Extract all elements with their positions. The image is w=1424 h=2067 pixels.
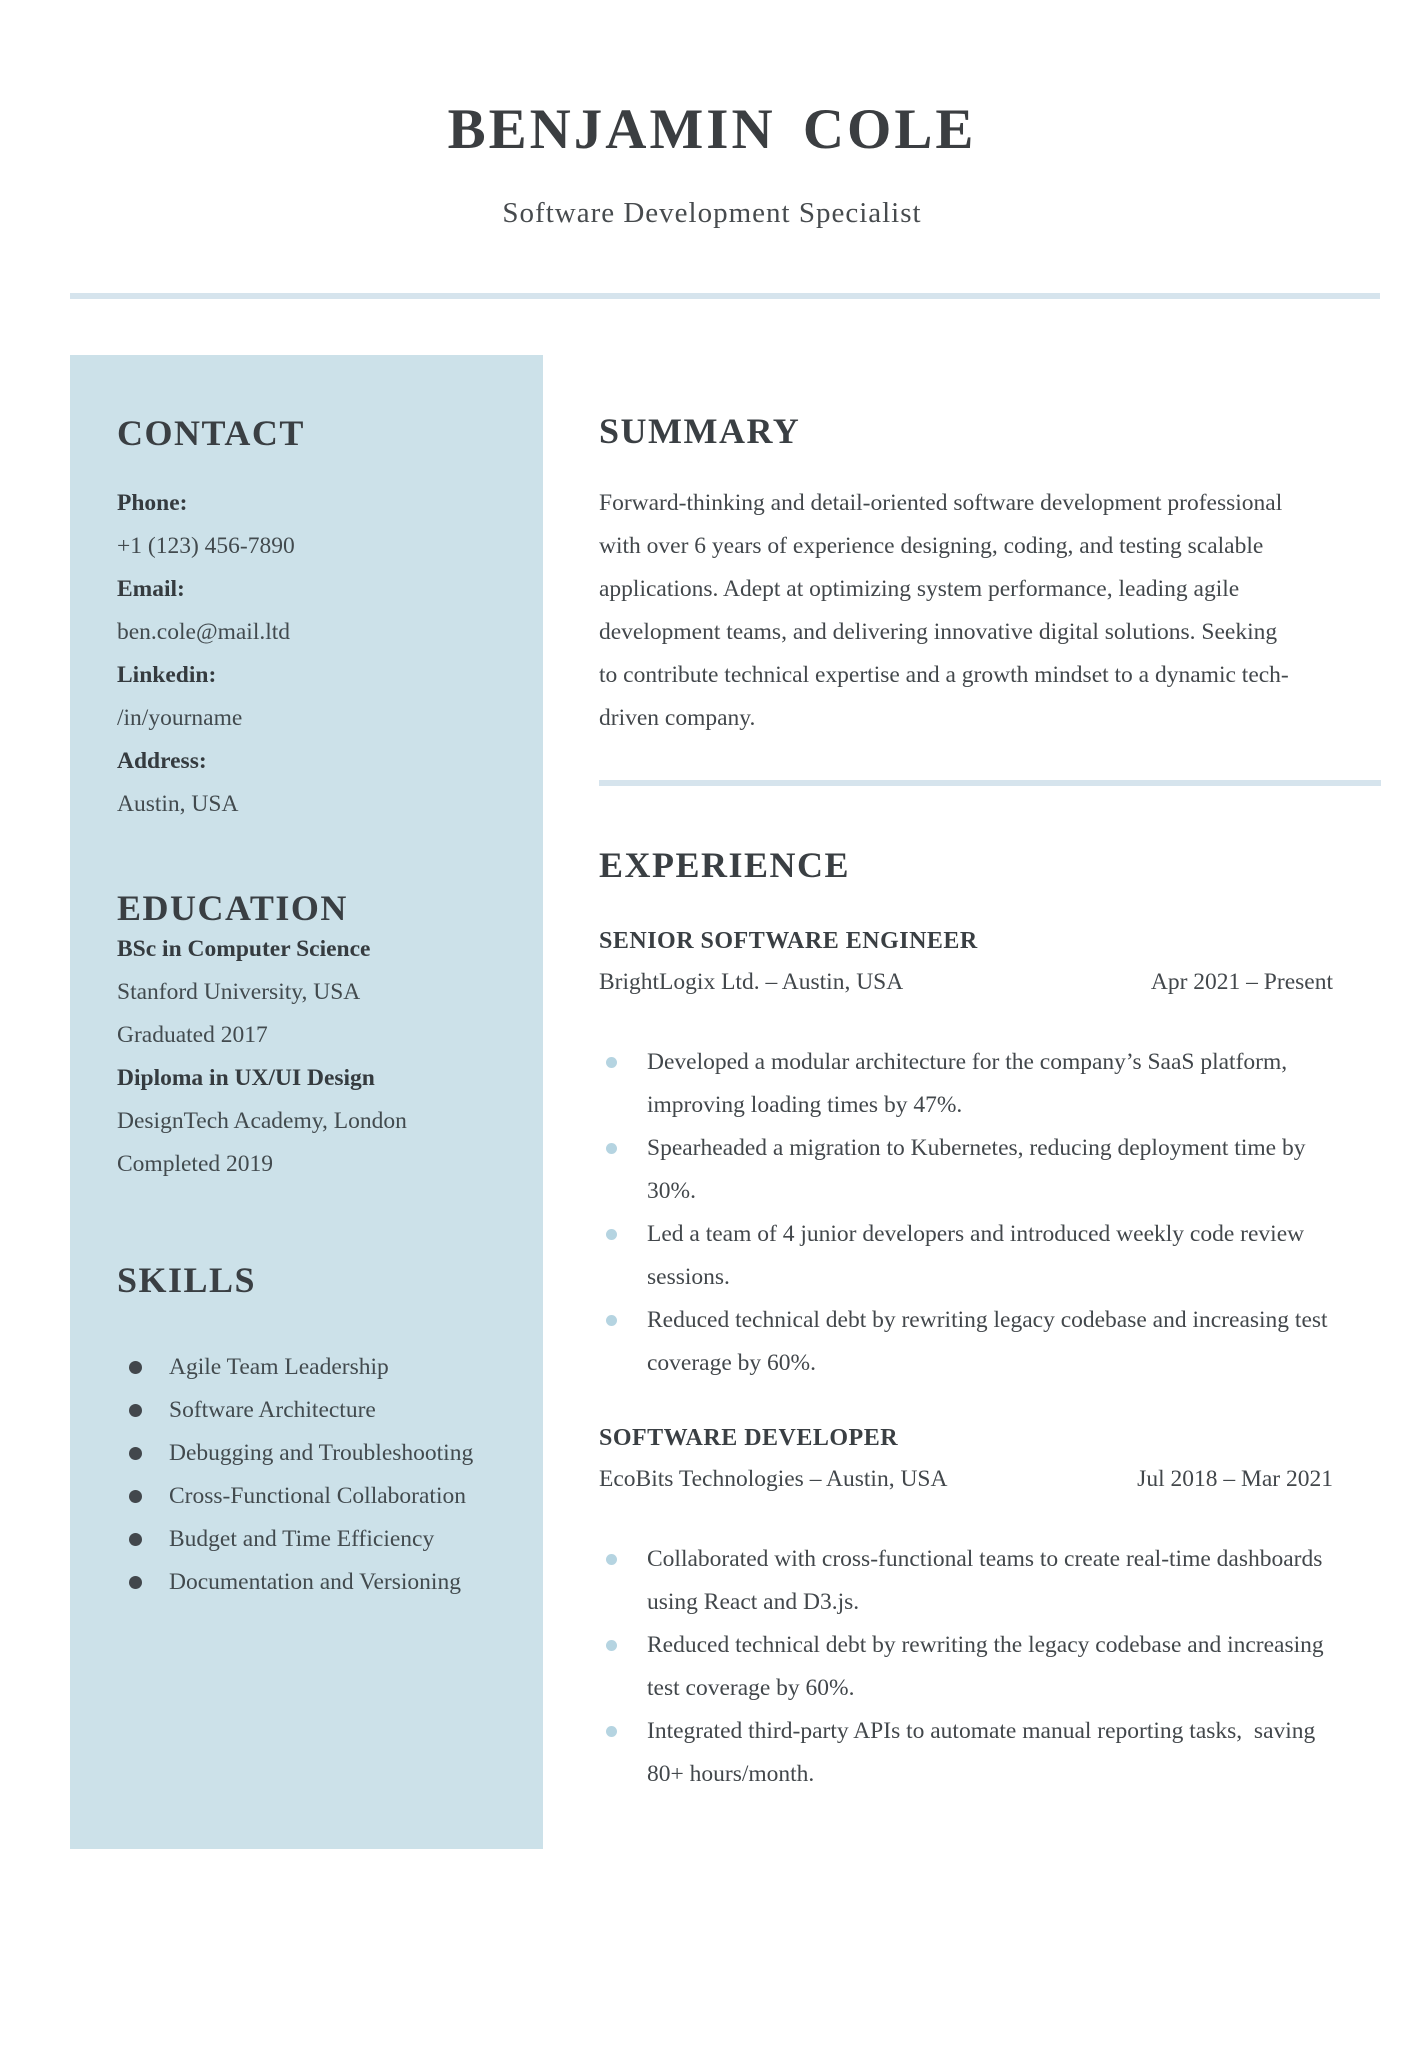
skill-item: Budget and Time Efficiency bbox=[117, 1518, 477, 1561]
skill-item: Agile Team Leadership bbox=[117, 1346, 477, 1389]
jobs-list bbox=[599, 921, 1381, 1796]
sidebar bbox=[70, 355, 543, 1849]
job-bullet: Integrated third-party APIs to automate manual reporting tasks, saving 80+ hours/month. bbox=[599, 1710, 1341, 1796]
contact-value: ben.cole@mail.ltd bbox=[117, 619, 291, 645]
contact-value: /in/yourname bbox=[117, 705, 243, 731]
company-name: EcoBits Technologies – Austin, USA bbox=[599, 1466, 948, 1492]
summary-text: Forward-thinking and detail-oriented software development professional with over 6 years of experience designing, coding, and testing scalable applications. Adept at optimizing system performance, leading agile development teams, and delivering innovative digital solutions. Seeking to contribute technical expertise and a growth mindset to a dynamic tech-driven company. bbox=[599, 490, 1289, 731]
contact-list bbox=[117, 482, 477, 826]
candidate-name: BENJAMIN COLE bbox=[447, 98, 977, 161]
education-entry bbox=[117, 928, 477, 1057]
education-entry bbox=[117, 1057, 477, 1186]
contact-item bbox=[117, 740, 477, 826]
job-bullet: Spearheaded a migration to Kubernetes, reducing deployment time by 30%. bbox=[599, 1127, 1341, 1213]
job-bullet: Led a team of 4 junior developers and introduced weekly code review sessions. bbox=[599, 1213, 1341, 1299]
education-list bbox=[117, 928, 477, 1186]
summary-heading: SUMMARY bbox=[599, 411, 801, 451]
resume-body bbox=[0, 299, 1424, 1849]
job-title: SOFTWARE DEVELOPER bbox=[599, 1425, 899, 1451]
company-row bbox=[599, 961, 1381, 1004]
education-school: DesignTech Academy, London bbox=[117, 1108, 407, 1134]
education-date: Completed 2019 bbox=[117, 1151, 273, 1177]
skill-item: Debugging and Troubleshooting bbox=[117, 1432, 477, 1475]
contact-label: Address: bbox=[117, 748, 207, 774]
job-bullet: Reduced technical debt by rewriting the legacy codebase and increasing test coverage by 60%. bbox=[599, 1624, 1341, 1710]
contact-label: Email: bbox=[117, 576, 185, 602]
job-bullet-list bbox=[599, 1538, 1381, 1796]
education-degree: Diploma in UX/UI Design bbox=[117, 1065, 375, 1091]
job-bullet-list bbox=[599, 1041, 1381, 1385]
contact-label: Linkedin: bbox=[117, 662, 217, 688]
education-date: Graduated 2017 bbox=[117, 1022, 268, 1048]
job-dates: Jul 2018 – Mar 2021 bbox=[1137, 1466, 1333, 1492]
job-bullet: Developed a modular architecture for the company’s SaaS platform, improving loading times by 47%. bbox=[599, 1041, 1341, 1127]
skills-list bbox=[117, 1346, 477, 1604]
company-row bbox=[599, 1458, 1381, 1501]
job-title: SENIOR SOFTWARE ENGINEER bbox=[599, 928, 978, 954]
job-bullet: Collaborated with cross-functional teams to create real-time dashboards using React and D3.js. bbox=[599, 1538, 1341, 1624]
job-bullet: Reduced technical debt by rewriting legacy codebase and increasing test coverage by 60%. bbox=[599, 1299, 1341, 1385]
contact-label: Phone: bbox=[117, 490, 188, 516]
contact-item bbox=[117, 654, 477, 740]
experience-heading: EXPERIENCE bbox=[599, 845, 851, 885]
company-name: BrightLogix Ltd. – Austin, USA bbox=[599, 969, 904, 995]
skill-item: Documentation and Versioning bbox=[117, 1561, 477, 1604]
candidate-title: Software Development Specialist bbox=[502, 197, 922, 229]
contact-value: Austin, USA bbox=[117, 791, 239, 817]
contact-heading: CONTACT bbox=[117, 413, 305, 453]
contact-item bbox=[117, 568, 477, 654]
job-entry bbox=[599, 921, 1381, 1385]
main-column bbox=[599, 411, 1381, 1796]
skill-item: Software Architecture bbox=[117, 1389, 477, 1432]
skills-heading: SKILLS bbox=[117, 1260, 257, 1300]
job-dates: Apr 2021 – Present bbox=[1150, 969, 1333, 995]
education-school: Stanford University, USA bbox=[117, 979, 361, 1005]
skill-item: Cross-Functional Collaboration bbox=[117, 1475, 477, 1518]
education-heading: EDUCATION bbox=[117, 888, 348, 928]
contact-value: +1 (123) 456-7890 bbox=[117, 533, 295, 559]
education-degree: BSc in Computer Science bbox=[117, 936, 371, 962]
summary-divider bbox=[599, 780, 1381, 786]
contact-item bbox=[117, 482, 477, 568]
resume-header bbox=[0, 99, 1424, 229]
job-entry bbox=[599, 1418, 1381, 1796]
